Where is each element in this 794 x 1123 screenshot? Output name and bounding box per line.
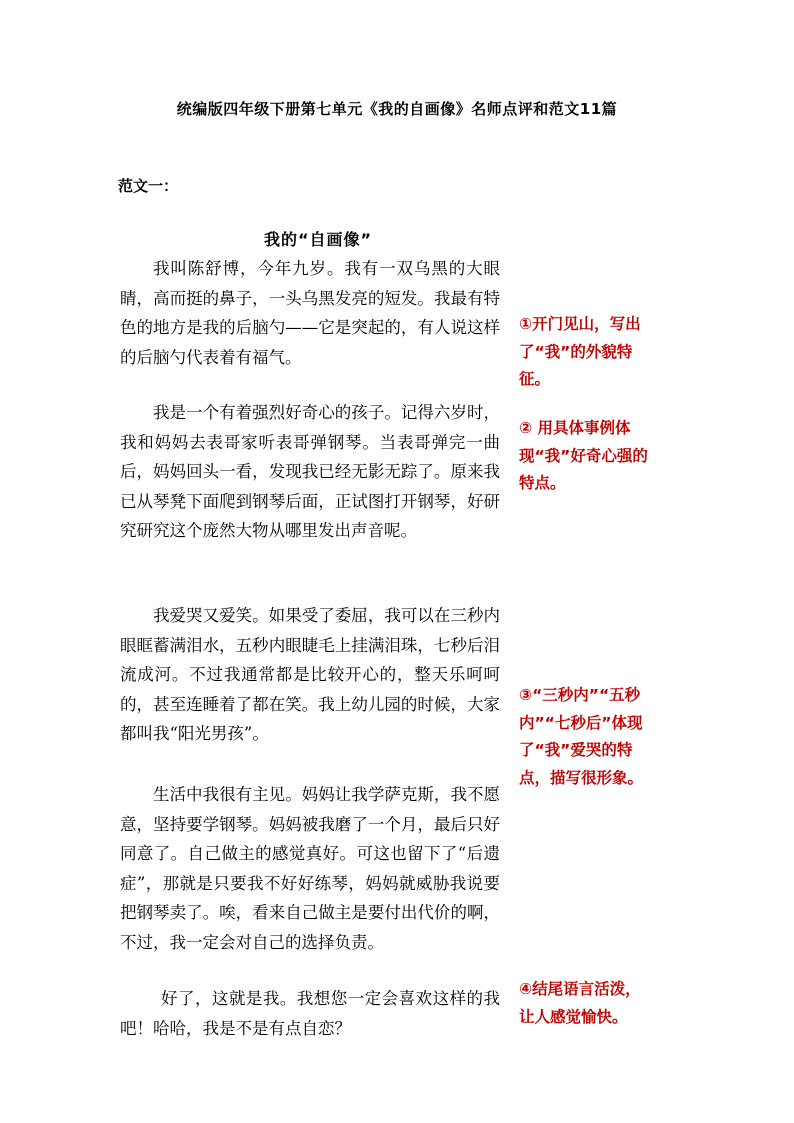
essay-paragraph-1: 我叫陈舒博，今年九岁。我有一双乌黑的大眼睛，高而挺的鼻子，一头乌黑发亮的短发。我最有特色的地方是我的后脑勺——它是突起的，有人说这样的后脑勺代表着有福气。 xyxy=(120,259,500,367)
essay-paragraph-3: 我爱哭又爱笑。如果受了委屈，我可以在三秒内眼眶蓄满泪水，五秒内眼睫毛上挂满泪珠，七秒后泪流成河。不过我通常都是比较开心的，整天乐呵呵的，甚至连睡着了都在笑。我上幼儿园的时候，大家都叫我“阳光男孩”。 xyxy=(120,606,500,743)
margin-note-3: ③“三秒内”“五秒内”“七秒后”体现了“我”爱哭的特点，描写很形象。 xyxy=(519,686,644,787)
essay-paragraph-5: 好了，这就是我。我想您一定会喜欢这样的我吧！哈哈，我是不是有点自恋？ xyxy=(120,989,500,1038)
section-label: 范文一： xyxy=(118,177,179,195)
margin-note-4: ④结尾语言活泼，让人感觉愉快。 xyxy=(519,980,641,1026)
page-title: 统编版四年级下册第七单元《我的自画像》名师点评和范文11篇 xyxy=(176,100,618,118)
margin-note-2: ② 用具体事例体现“我”好奇心强的特点。 xyxy=(519,419,648,492)
essay-paragraph-2: 我是一个有着强烈好奇心的孩子。记得六岁时，我和妈妈去表哥家听表哥弹钢琴。当表哥弹完一曲后，妈妈回头一看，发现我已经无影无踪了。原来我已从琴凳下面爬到钢琴后面，正试图打开钢琴，好研究研究这个庞然大物从哪里发出声音呢。 xyxy=(120,403,500,540)
essay-paragraph-4: 生活中我很有主见。妈妈让我学萨克斯，我不愿意，坚持要学钢琴。妈妈被我磨了一个月，最后只好同意了。自己做主的感觉真好。可这也留下了“后遗症”，那就是只要我不好好练琴，妈妈就威胁我说要把钢琴卖了。唉，看来自己做主是要付出代价的啊，不过，我一定会对自己的选择负责。 xyxy=(120,785,500,952)
margin-note-1: ①开门见山，写出了“我”的外貌特征。 xyxy=(519,315,641,388)
essay-title: 我的“自画像” xyxy=(263,230,373,249)
